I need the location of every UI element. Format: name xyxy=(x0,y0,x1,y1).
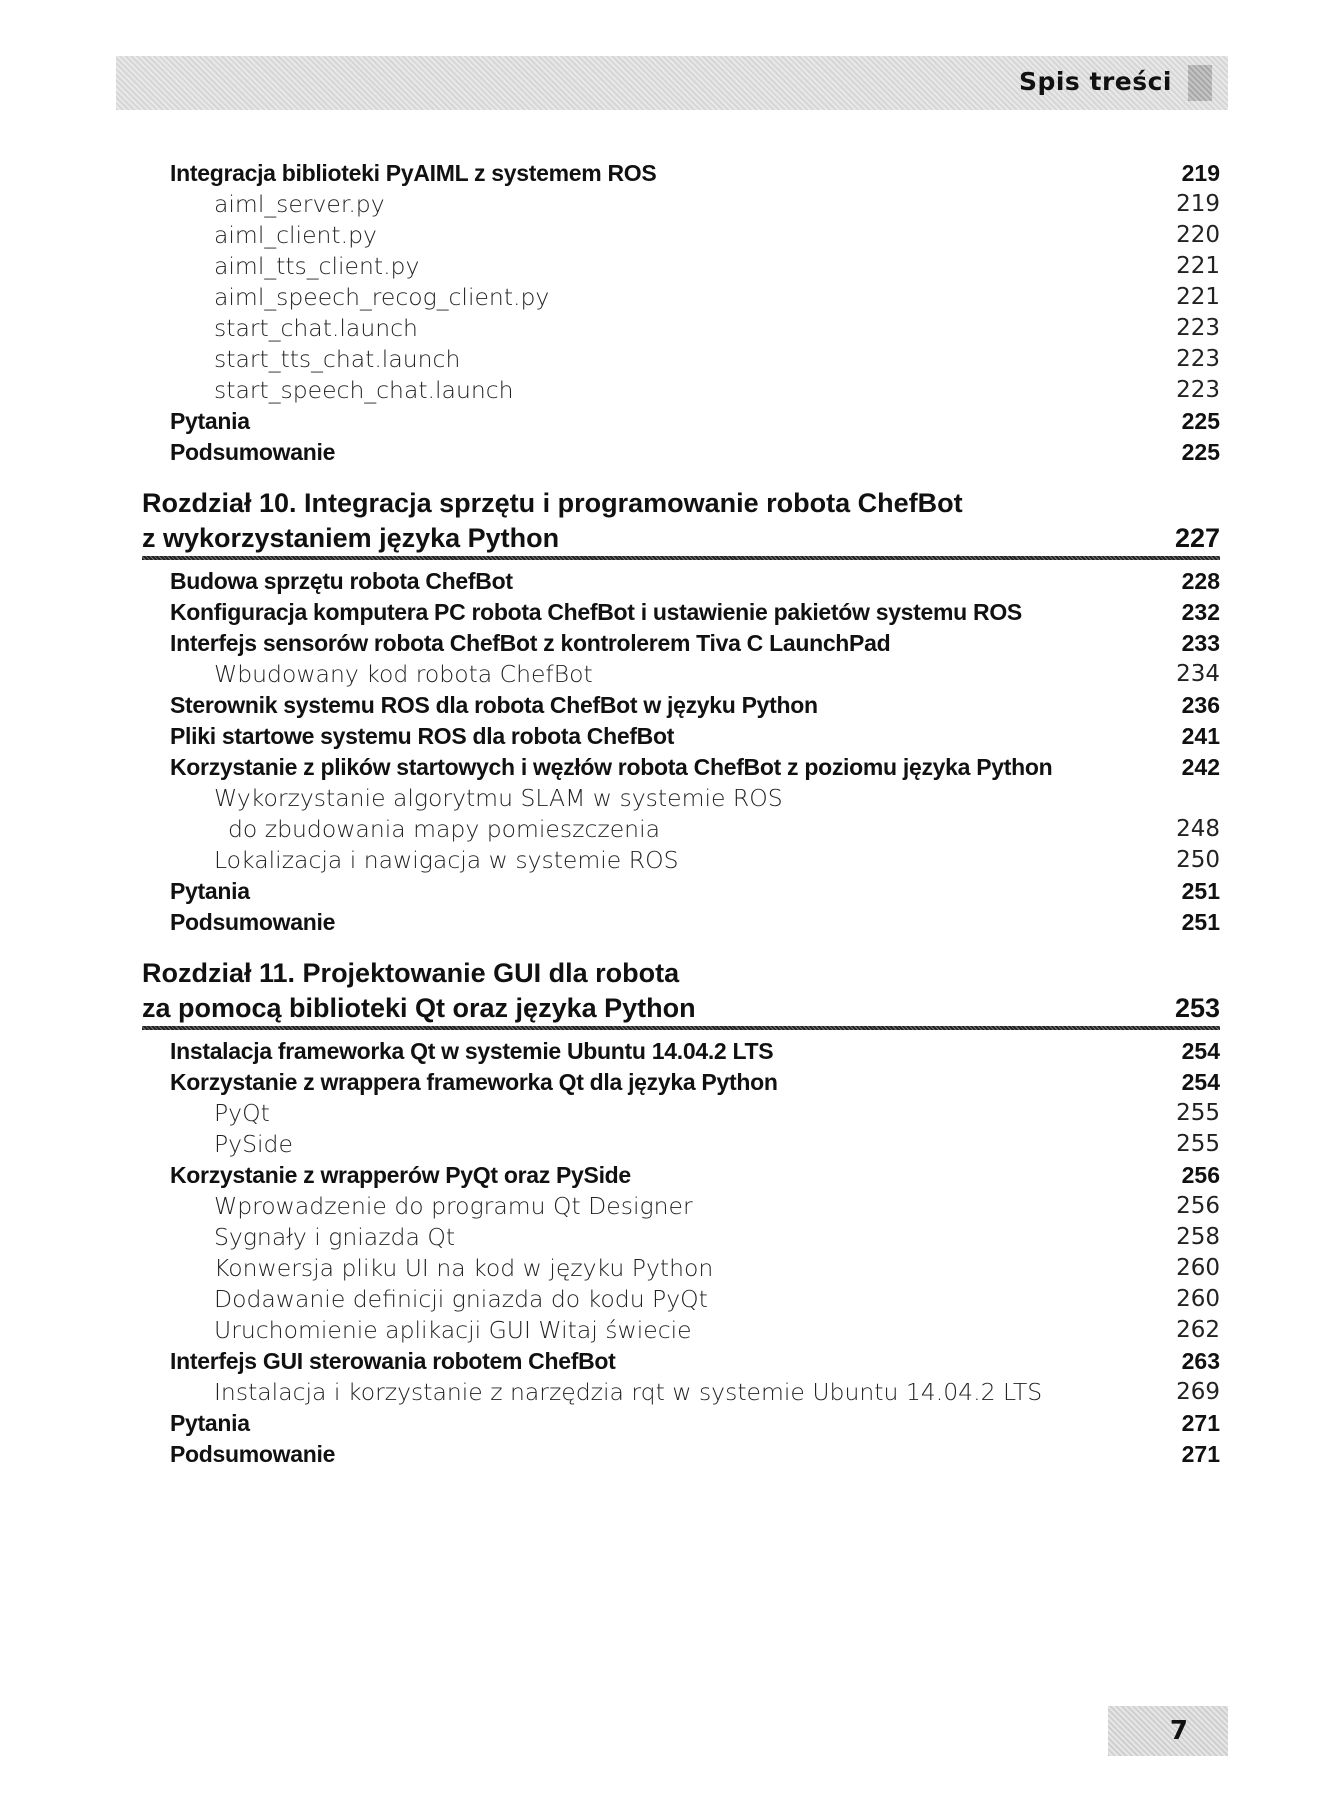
toc-entry-page: 233 xyxy=(1181,630,1220,656)
chapter-title-line2: z wykorzystaniem języka Python xyxy=(142,523,560,553)
page-number-box xyxy=(1108,1706,1228,1756)
toc-entry-page: 221 xyxy=(1176,253,1220,279)
toc-entry-page: 258 xyxy=(1176,1224,1220,1250)
toc-entry-page: 251 xyxy=(1181,909,1220,935)
toc-entry-page: 250 xyxy=(1176,847,1220,873)
toc-entry-title: aiml_speech_recog_client.py xyxy=(214,283,550,311)
toc-entry-page: 251 xyxy=(1181,878,1220,904)
toc-entry[interactable] xyxy=(0,876,1339,907)
toc-entry-title: aiml_server.py xyxy=(214,190,385,218)
toc-entry-title: Podsumowanie xyxy=(170,439,336,465)
toc-entry-page: 260 xyxy=(1176,1255,1220,1281)
page-number: 7 xyxy=(1169,1716,1188,1746)
toc-entry[interactable] xyxy=(0,814,1339,845)
toc-entry[interactable] xyxy=(0,158,1339,189)
toc-entry-page: 248 xyxy=(1176,816,1220,842)
toc-entry-title: Podsumowanie xyxy=(170,1441,336,1467)
toc-entry-page: 263 xyxy=(1181,1348,1220,1374)
toc-entry-title: Korzystanie z wrappera frameworka Qt dla języka Python xyxy=(170,1069,778,1095)
chapter-divider xyxy=(142,1026,1220,1030)
toc-entry-title: Lokalizacja i nawigacja w systemie ROS xyxy=(214,846,679,874)
toc-entry-page: 254 xyxy=(1181,1069,1220,1095)
toc-entry-title: Sterownik systemu ROS dla robota ChefBot w języku Python xyxy=(170,692,818,718)
toc-entry-page: 225 xyxy=(1181,439,1220,465)
table-of-contents xyxy=(0,158,1339,1470)
toc-entry[interactable] xyxy=(0,628,1339,659)
toc-entry-page: 223 xyxy=(1176,346,1220,372)
toc-entry-page: 225 xyxy=(1181,408,1220,434)
toc-entry[interactable] xyxy=(0,907,1339,938)
toc-entry-title: Budowa sprzętu robota ChefBot xyxy=(170,568,513,594)
toc-entry-page: 256 xyxy=(1181,1162,1220,1188)
toc-entry-title: Sygnały i gniazda Qt xyxy=(214,1223,456,1251)
toc-entry-page: 228 xyxy=(1181,568,1220,594)
toc-entry[interactable] xyxy=(0,1067,1339,1098)
toc-entry[interactable] xyxy=(0,313,1339,344)
toc-entry-title: Pytania xyxy=(170,878,250,904)
toc-entry-title: Interfejs sensorów robota ChefBot z kontrolerem Tiva C LaunchPad xyxy=(170,630,891,656)
toc-entry-title: Pytania xyxy=(170,1410,250,1436)
chapter-divider xyxy=(142,556,1220,560)
toc-entry[interactable] xyxy=(0,1377,1339,1408)
toc-entry-title: aiml_client.py xyxy=(214,221,377,249)
toc-entry-page: 255 xyxy=(1176,1100,1220,1126)
toc-entry-page: 260 xyxy=(1176,1286,1220,1312)
toc-entry-title: start_speech_chat.launch xyxy=(214,376,514,404)
toc-entry[interactable] xyxy=(0,282,1339,313)
toc-entry-page: 254 xyxy=(1181,1038,1220,1064)
toc-entry-title: Podsumowanie xyxy=(170,909,336,935)
toc-entry-title: Uruchomienie aplikacji GUI Witaj świecie xyxy=(214,1316,692,1344)
toc-entry-page: 223 xyxy=(1176,315,1220,341)
toc-entry[interactable] xyxy=(0,437,1339,468)
toc-entry[interactable] xyxy=(0,1036,1339,1067)
toc-entry[interactable] xyxy=(0,1253,1339,1284)
toc-entry-title: Dodawanie definicji gniazda do kodu PyQt xyxy=(214,1285,708,1313)
chapter-title-line1: Rozdział 11. Projektowanie GUI dla robota xyxy=(142,958,680,988)
toc-entry[interactable] xyxy=(0,845,1339,876)
toc-entry-title: start_chat.launch xyxy=(214,314,418,342)
toc-entry-page: 256 xyxy=(1176,1193,1220,1219)
chapter-heading[interactable] xyxy=(0,956,1339,1030)
toc-entry[interactable] xyxy=(0,783,1339,814)
toc-entry[interactable] xyxy=(0,1129,1339,1160)
chapter-page: 227 xyxy=(1174,523,1220,553)
toc-entry[interactable] xyxy=(0,1284,1339,1315)
toc-entry-title: PySide xyxy=(214,1130,293,1158)
toc-entry-title: Wbudowany kod robota ChefBot xyxy=(214,660,593,688)
toc-entry-page: 242 xyxy=(1181,754,1220,780)
toc-entry[interactable] xyxy=(0,189,1339,220)
toc-entry[interactable] xyxy=(0,1315,1339,1346)
toc-entry-page: 223 xyxy=(1176,377,1220,403)
toc-entry[interactable] xyxy=(0,1098,1339,1129)
chapter-title-line1: Rozdział 10. Integracja sprzętu i programowanie robota ChefBot xyxy=(142,488,963,518)
toc-entry-page: 234 xyxy=(1176,661,1220,687)
toc-entry[interactable] xyxy=(0,752,1339,783)
toc-entry[interactable] xyxy=(0,406,1339,437)
toc-entry-title: Wprowadzenie do programu Qt Designer xyxy=(214,1192,693,1220)
toc-entry[interactable] xyxy=(0,375,1339,406)
toc-entry-page: 271 xyxy=(1181,1441,1220,1467)
chapter-title-line2: za pomocą biblioteki Qt oraz języka Python xyxy=(142,993,696,1023)
toc-entry-title: Instalacja i korzystanie z narzędzia rqt w systemie Ubuntu 14.04.2 LTS xyxy=(214,1378,1043,1406)
toc-entry-title: Korzystanie z wrapperów PyQt oraz PySide xyxy=(170,1162,631,1188)
toc-entry-title: Instalacja frameworka Qt w systemie Ubuntu 14.04.2 LTS xyxy=(170,1038,774,1064)
toc-entry-page: 241 xyxy=(1181,723,1220,749)
toc-entry[interactable] xyxy=(0,1160,1339,1191)
toc-entry[interactable] xyxy=(0,1191,1339,1222)
toc-entry-title: Pytania xyxy=(170,408,250,434)
toc-entry-title: Konwersja pliku UI na kod w języku Python xyxy=(214,1254,714,1282)
toc-entry-title: Korzystanie z plików startowych i węzłów robota ChefBot z poziomu języka Python xyxy=(170,754,1053,780)
toc-entry-page: 255 xyxy=(1176,1131,1220,1157)
running-header-title: Spis treści xyxy=(1018,67,1172,96)
toc-entry-page: 269 xyxy=(1176,1379,1220,1405)
toc-entry-title: Pliki startowe systemu ROS dla robota ChefBot xyxy=(170,723,675,749)
chapter-heading[interactable] xyxy=(0,486,1339,560)
toc-entry[interactable] xyxy=(0,344,1339,375)
toc-entry[interactable] xyxy=(0,566,1339,597)
toc-entry-title: Konfiguracja komputera PC robota ChefBot i ustawienie pakietów systemu ROS xyxy=(170,599,1022,625)
toc-entry[interactable] xyxy=(0,251,1339,282)
toc-entry[interactable] xyxy=(0,659,1339,690)
header-tab-marker xyxy=(1188,65,1212,101)
toc-entry-page: 232 xyxy=(1181,599,1220,625)
running-header xyxy=(116,56,1228,110)
toc-entry-page: 236 xyxy=(1181,692,1220,718)
toc-entry-page: 271 xyxy=(1181,1410,1220,1436)
toc-entry[interactable] xyxy=(0,1346,1339,1377)
toc-entry-title: Wykorzystanie algorytmu SLAM w systemie ROS xyxy=(214,784,783,812)
toc-entry-title: aiml_tts_client.py xyxy=(214,252,420,280)
toc-entry-title: do zbudowania mapy pomieszczenia xyxy=(228,815,660,843)
toc-entry[interactable] xyxy=(0,721,1339,752)
toc-entry[interactable] xyxy=(0,597,1339,628)
toc-entry-page: 221 xyxy=(1176,284,1220,310)
toc-entry[interactable] xyxy=(0,690,1339,721)
toc-entry-title: Interfejs GUI sterowania robotem ChefBot xyxy=(170,1348,616,1374)
toc-entry-page: 219 xyxy=(1176,191,1220,217)
toc-entry[interactable] xyxy=(0,1408,1339,1439)
toc-entry[interactable] xyxy=(0,1222,1339,1253)
chapter-page: 253 xyxy=(1174,993,1220,1023)
toc-entry[interactable] xyxy=(0,1439,1339,1470)
toc-entry-title: PyQt xyxy=(214,1099,270,1127)
toc-entry-page: 262 xyxy=(1176,1317,1220,1343)
toc-entry-page: 220 xyxy=(1176,222,1220,248)
toc-entry[interactable] xyxy=(0,220,1339,251)
toc-entry-page: 219 xyxy=(1181,160,1220,186)
toc-entry-title: Integracja biblioteki PyAIML z systemem ROS xyxy=(170,160,657,186)
toc-entry-title: start_tts_chat.launch xyxy=(214,345,461,373)
